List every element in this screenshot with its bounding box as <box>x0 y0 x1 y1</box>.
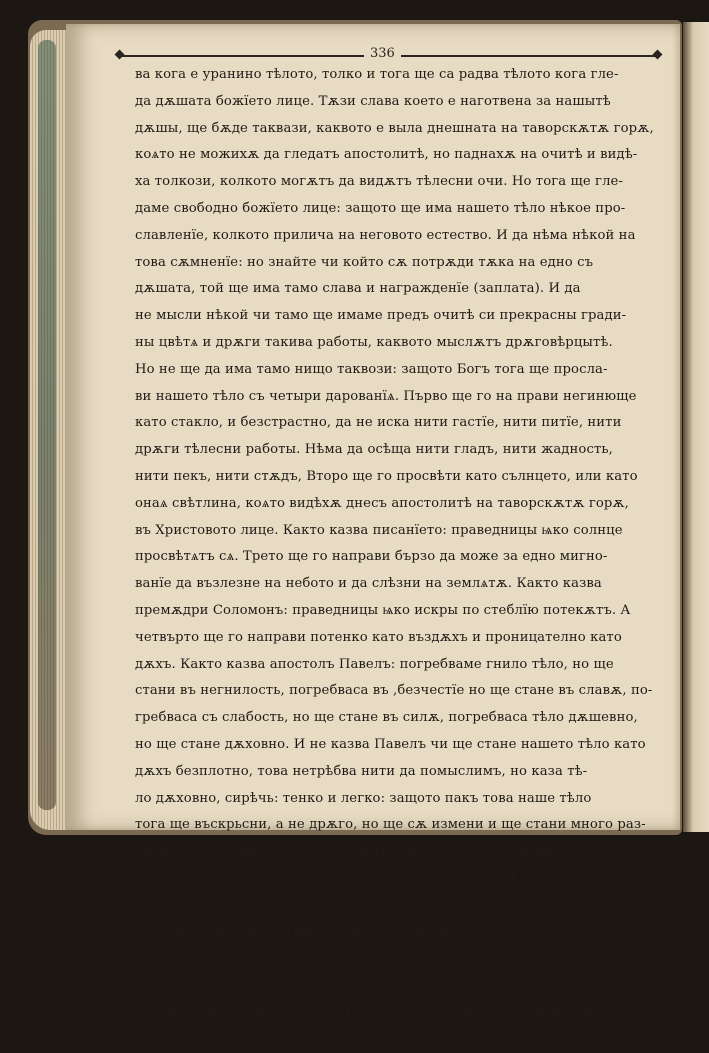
text-line: онаѧ свѣтлина, коѧто видѣхѫ днесъ апостолитѣ на таворскѫтѫ горѫ, <box>135 495 629 511</box>
spine-marker <box>38 40 56 810</box>
text-line: ванїе да възлезне на небото и да слѣзни на землѧтѫ. Както казва <box>135 576 602 592</box>
text-line: ва кога е уранино тѣлото, толко и тога ще са радва тѣлото кога гле- <box>135 67 619 82</box>
text-line: стани въ негнилость, погребваса въ ,безчестїе но ще стане въ славѫ, по- <box>135 683 653 699</box>
text-line: перстнаго человѣка, тѫй ще сѫ облечеме и въ образъ невеснаго, сир- <box>135 924 635 940</box>
text-line: говатѫ тѣлеснѫ славѫ. <box>135 1031 303 1047</box>
text-line: брази приликата Христова: защото както сѫ облѣкохме въ образъ <box>135 897 606 913</box>
body-text <box>135 62 655 1053</box>
text-line: тамо на Христа. Понеже нашыѧ животъ е некото отъ тамо чекаме <box>135 978 605 994</box>
text-line: дрѫги тѣлесни работы. Нѣма да осѣща нити гладъ, нити жадность, <box>135 442 613 458</box>
text-line: ло дѫховно, сирѣчь: тенко и легко: защото пакъ това наше тѣло <box>135 790 592 806</box>
text-line: дѫшы, ще бѫде таквази, каквото е выла днешната на таворскѫтѫ горѫ, <box>135 120 654 136</box>
text-line: коѧто не можихѫ да гледатъ апостолитѣ, но паднахѫ на очитѣ и видѣ- <box>135 147 638 163</box>
text-line: премѫдри Соломонъ: праведницы ѩко искры по стеблїю потекѫтъ. А <box>135 602 631 618</box>
text-line: това сѫмненїе: но знайте чи който сѫ потрѫди тѫка на едно съ <box>135 254 594 270</box>
text-line: не мысли нѣкой чи тамо ще имаме предъ очитѣ си прекрасны гради- <box>135 308 627 324</box>
text-line: даме свободно божїето лице: защото ще има нашето тѣло нѣкое про- <box>135 200 626 216</box>
text-line: като стакло, и безстрастно, да не иска нити гастїе, нити питїе, нити <box>135 415 622 431</box>
text-line: Тога ще бѫде славѫ на нашатѫ дѫша и въ нашето тѣло ще сѫ изо- <box>135 870 616 886</box>
page-number: 336 <box>364 44 401 64</box>
text-line: просвѣтѧтъ сѧ. Трето ще го направи бързо да може за едно мигно- <box>135 549 608 565</box>
facing-page-edge <box>683 22 709 832</box>
text-line: дѫхъ безплотно, това нетрѣбва нити да помыслимъ, но каза тѣ- <box>135 763 588 779</box>
text-line: и Христа, който ще преобрази нашето тѣло, и ще го уприличи на не- <box>135 1004 625 1020</box>
text-line: ви нашето тѣло съ четыри дарованїѧ. Първо ще го на прави негинюще <box>135 388 637 404</box>
text-line: дѫхъ. Както казва апостолъ Павелъ: погребваме гнило тѣло, но ще <box>135 656 614 672</box>
text-line: ны цвѣтѧ и дрѫги такива работы, каквото мыслѫтъ дрѫговѣрцытѣ. <box>135 334 613 350</box>
text-line: ѣчь: както сме прилични тѫка на Адама, тѫй ще сме прилични <box>135 951 590 967</box>
text-line: нити пекъ, нити стѫдъ, Второ ще го просвѣти като сълнцето, или като <box>135 468 638 484</box>
text-line: въ Христовото лице. Както казва писанїето: праведницы ѩко солнце <box>135 522 623 538</box>
text-line: да дѫшата божїето лице. Тѫзи слава което е наготвена за нашытѣ <box>135 93 611 109</box>
text-line: дѫшата, той ще има тамо слава и награжденїе (заплата). И да <box>135 281 581 297</box>
text-line: тога ще въскрьсни, а не дрѫго, но ще сѫ измени и ще стани много раз- <box>135 817 646 833</box>
text-line: лично отъ сегашното, колкото нити умъ може да постигни това. <box>135 844 593 860</box>
text-line: но ще стане дѫховно. И не казва Павелъ чи ще стане нашето тѣло като <box>135 736 646 752</box>
text-line: славленїе, колкото прилича на неговото естество. И да нѣма нѣкой на <box>135 227 636 243</box>
text-line: гребваса съ слабость, но ще стане въ силѫ, погребваса тѣло дѫшевно, <box>135 710 638 726</box>
text-line: четвърто ще го направи потенко като въздѫхъ и проницателно като <box>135 629 622 645</box>
text-line: ха толкози, колкото могѫтъ да видѫтъ тѣлесни очи. Но тога ще гле- <box>135 174 624 190</box>
text-line: Но не ще да има тамо нищо таквози: защото Богъ тога ще просла- <box>135 361 608 377</box>
